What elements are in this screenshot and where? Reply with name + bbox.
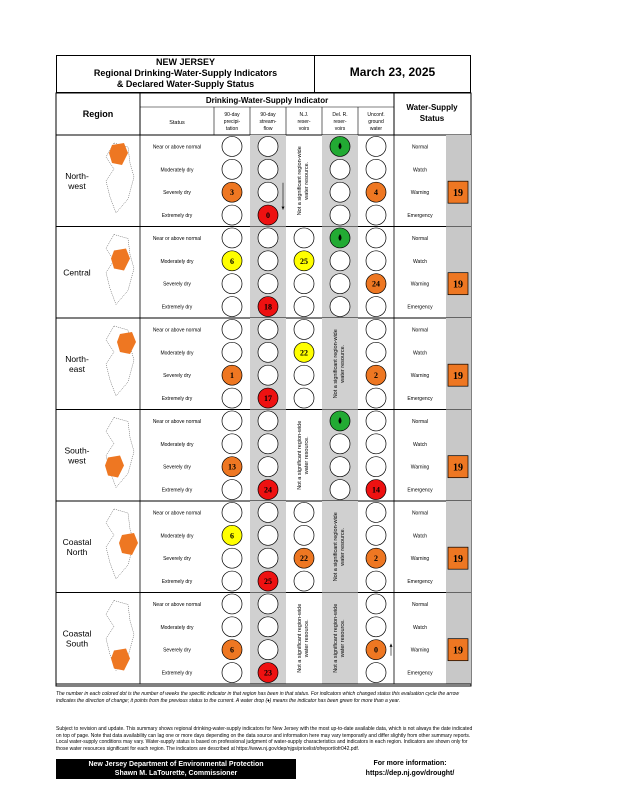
status-level-label: Severely dry: [163, 464, 191, 471]
ws-level-label: Watch: [413, 350, 427, 357]
not-significant-note: Not a significant region-wide: [297, 146, 303, 216]
indicator-dot: [222, 297, 242, 317]
ws-level-label: Watch: [413, 441, 427, 448]
ws-level-label: Warning: [410, 556, 430, 563]
region-name: North-: [65, 353, 89, 364]
ws-status-weeks: 19: [453, 462, 463, 474]
ws-level-label: Warning: [410, 281, 430, 288]
status-level-label: Extremely dry: [161, 579, 193, 586]
weeks-count: 4: [374, 188, 378, 198]
ws-status-weeks: 19: [453, 188, 463, 200]
weeks-count: 24: [264, 485, 272, 495]
indicator-dot: [222, 388, 242, 408]
ws-level-label: Warning: [410, 373, 430, 380]
indicator-dot: [258, 136, 278, 156]
indicator-dot: [294, 274, 314, 294]
footnote-weeks: The number in each colored dot is the number of weeks the specific indicator in that region has been in that status. For indicators which changed status this evaluation cycle the arrow indicates the direction of change; it points from the previous status to the current. A water drop (♦) means the indicator has been green for more than a year.: [56, 691, 459, 704]
status-level-label: Moderately dry: [160, 624, 194, 631]
indicator-dot: [330, 251, 350, 271]
nj_reservoirs-column-header: voirs: [298, 126, 310, 132]
ws-level-label: Watch: [413, 258, 427, 265]
status-level-label: Extremely dry: [161, 670, 193, 677]
arrow-up-icon: [390, 644, 393, 647]
ws-status-column: [446, 135, 471, 227]
status-level-label: Severely dry: [163, 373, 191, 380]
nj_reservoirs-column-header: N.J.: [299, 112, 309, 118]
indicator-dot: [366, 434, 386, 454]
commissioner-name: Shawn M. LaTourette, Commissioner: [114, 770, 238, 777]
indicator-dot: [366, 319, 386, 339]
ws-level-label: Emergency: [407, 396, 433, 403]
status-level-label: Severely dry: [163, 281, 191, 288]
indicator-dot: [366, 663, 386, 683]
more-info-label: For more information:: [373, 760, 447, 767]
ws-level-label: Warning: [410, 190, 430, 197]
ws-status-weeks: 19: [453, 554, 463, 566]
streamflow-column-header: stream-: [259, 119, 277, 125]
status-level-label: Near or above normal: [152, 327, 202, 334]
indicator-dot: [258, 640, 278, 660]
nj-map-outline-icon: [106, 418, 134, 488]
indicator-dot: [366, 571, 386, 591]
ws-level-label: Emergency: [407, 579, 433, 586]
indicator-dot: [258, 319, 278, 339]
indicator-dot: [294, 388, 314, 408]
weeks-count: 13: [228, 462, 236, 472]
indicator-dot: [294, 365, 314, 385]
weeks-count: 0: [374, 645, 378, 655]
groundwater-column-header: water: [369, 126, 383, 132]
status-level-label: Extremely dry: [161, 487, 193, 494]
indicator-dot: [366, 594, 386, 614]
status-level-label: Near or above normal: [152, 418, 202, 425]
ws-status-header: Water-Supply: [406, 103, 458, 112]
weeks-count: 0: [266, 211, 270, 221]
status-level-label: Extremely dry: [161, 396, 193, 403]
not-significant-note: Not a significant region-wide: [297, 603, 303, 673]
status-level-label: Moderately dry: [160, 350, 194, 357]
indicator-dot: [366, 342, 386, 362]
indicator-dot: [294, 228, 314, 248]
indicator-dot: [294, 571, 314, 591]
ws-level-label: Normal: [411, 601, 429, 608]
status-level-label: Severely dry: [163, 556, 191, 563]
status-level-label: Moderately dry: [160, 258, 194, 265]
report-date: March 23, 2025: [349, 65, 436, 79]
precip-column-header: tation: [225, 126, 239, 132]
ws-status-header: Status: [419, 114, 445, 123]
status-level-label: Extremely dry: [161, 304, 193, 311]
indicator-dot: [366, 297, 386, 317]
ws-status-column: [446, 501, 471, 593]
ws-level-label: Emergency: [407, 670, 433, 677]
nj_reservoirs-column-header: reser-: [297, 119, 311, 125]
not-significant-note: Not a significant region-wide: [297, 420, 303, 490]
indicator-dot: [222, 342, 242, 362]
region-name: South: [65, 638, 89, 649]
indicator-dot: [330, 159, 350, 179]
ws-status-weeks: 19: [453, 371, 463, 383]
indicator-dot: [258, 251, 278, 271]
indicator-dot: [258, 617, 278, 637]
status-level-label: Near or above normal: [152, 601, 202, 608]
weeks-count: 6: [230, 645, 234, 655]
indicator-dot: [366, 411, 386, 431]
indicator-dot: [258, 594, 278, 614]
not-significant-note: water resource.: [340, 619, 346, 658]
region-highlight-icon: [117, 332, 136, 354]
streamflow-column-header: flow: [263, 126, 273, 132]
region-column-header: Region: [82, 109, 114, 119]
ws-level-label: Emergency: [407, 487, 433, 494]
status-level-label: Near or above normal: [152, 510, 202, 517]
status-column-header: Status: [169, 120, 185, 126]
indicator-dot: [258, 274, 278, 294]
not-significant-note: water resource.: [304, 436, 310, 475]
indicator-dot: [222, 434, 242, 454]
region-highlight-icon: [111, 249, 130, 271]
weeks-count: 2: [374, 371, 378, 381]
indicator-group-header: Drinking-Water-Supply Indicator: [205, 96, 329, 105]
ws-level-label: Normal: [411, 144, 429, 151]
indicator-dot: [222, 205, 242, 225]
indicator-dot: [366, 525, 386, 545]
indicator-dot: [258, 159, 278, 179]
footnote-disclaimer: Subject to revision and update. This summary shows regional drinking-water-supply indicators for New Jersey with the most up-to-date available data, which is not always the date indicated on top of page. Note that data availability can lag one or more days depending on the data source and information here may vary temporarily and differ slightly from other summary reports. Local water-supply conditions may vary. Water-supply status is based on professional judgment of water-supply characteristics and indicators in each region. Indicators are shown only for those water resources significant for each region. The indicators are described at https://www.nj.gov/dep/njgs/pricelist/ofreport/ofr042.pdf.: [56, 726, 473, 752]
department-banner: [56, 759, 296, 779]
indicator-dot: [258, 502, 278, 522]
indicator-dot: [366, 205, 386, 225]
indicator-dot: [366, 388, 386, 408]
indicator-dot: [258, 228, 278, 248]
region-name: Central: [63, 267, 91, 278]
indicator-dot: [258, 548, 278, 568]
not-significant-note: water resource.: [340, 344, 346, 383]
indicator-dot: [330, 434, 350, 454]
streamflow-column-header: 90-day: [260, 112, 276, 118]
region-name: east: [68, 363, 86, 374]
ws-level-label: Emergency: [407, 304, 433, 311]
ws-status-column: [446, 593, 471, 685]
indicator-dot: [294, 502, 314, 522]
weeks-count: 14: [372, 485, 380, 495]
indicator-dot: [222, 548, 242, 568]
ws-level-label: Warning: [410, 647, 430, 654]
indicator-dot: [222, 274, 242, 294]
indicator-dot: [258, 434, 278, 454]
indicator-dot: [330, 205, 350, 225]
weeks-count: 25: [264, 577, 272, 587]
indicator-dot: [294, 297, 314, 317]
region-name: Coastal: [62, 536, 92, 547]
ws-level-label: Warning: [410, 464, 430, 471]
department-name: New Jersey Department of Environmental Protection: [88, 761, 264, 768]
weeks-count: 25: [300, 256, 308, 266]
not-significant-note: Not a significant region-wide: [333, 512, 339, 582]
weeks-count: 1: [230, 371, 234, 381]
ws-status-column: [446, 410, 471, 502]
indicator-dot: [222, 319, 242, 339]
ws-status-weeks: 19: [453, 279, 463, 291]
status-level-label: Near or above normal: [152, 235, 202, 242]
status-level-label: Severely dry: [163, 647, 191, 654]
indicator-dot: [330, 274, 350, 294]
weeks-count: 24: [372, 279, 380, 289]
region-highlight-icon: [105, 456, 124, 478]
del_reservoirs-column-header: reser-: [333, 119, 347, 125]
region-highlight-icon: [111, 649, 130, 671]
indicator-dot: [258, 457, 278, 477]
indicator-dot: [222, 411, 242, 431]
ws-level-label: Normal: [411, 327, 429, 334]
indicator-dot: [366, 228, 386, 248]
state-name: NEW JERSEY: [155, 57, 215, 67]
region-name: North-: [65, 170, 89, 181]
region-name: North: [66, 546, 88, 557]
ws-level-label: Normal: [411, 510, 429, 517]
indicator-dot: [222, 617, 242, 637]
not-significant-note: water resource.: [304, 619, 310, 658]
region-name: South-: [64, 445, 90, 456]
indicator-dot: [258, 182, 278, 202]
weeks-count: 6: [230, 531, 234, 541]
indicator-dot: [366, 251, 386, 271]
indicator-dot: [366, 136, 386, 156]
weeks-count: 2: [374, 554, 378, 564]
title-line-1: Regional Drinking-Water-Supply Indicators: [93, 68, 278, 78]
indicator-dot: [222, 502, 242, 522]
indicator-dot: [222, 594, 242, 614]
ws-status-weeks: 19: [453, 645, 463, 657]
ws-level-label: Watch: [413, 533, 427, 540]
indicator-dot: [366, 617, 386, 637]
status-level-label: Severely dry: [163, 190, 191, 197]
indicator-dot: [258, 525, 278, 545]
indicator-dot: [258, 411, 278, 431]
weeks-count: 22: [300, 554, 308, 564]
weeks-count: 3: [230, 188, 234, 198]
region-name: west: [68, 455, 86, 466]
weeks-count: 18: [264, 302, 272, 312]
indicator-dot: [258, 365, 278, 385]
ws-level-label: Normal: [411, 235, 429, 242]
weeks-count: 23: [264, 668, 272, 678]
region-highlight-icon: [109, 143, 128, 165]
ws-level-label: Watch: [413, 167, 427, 174]
status-level-label: Moderately dry: [160, 441, 194, 448]
ws-level-label: Watch: [413, 624, 427, 631]
precip-column-header: 90-day: [224, 112, 240, 118]
indicator-dot: [222, 663, 242, 683]
indicator-dot: [366, 159, 386, 179]
groundwater-column-header: ground: [368, 119, 384, 125]
indicator-dot: [294, 319, 314, 339]
not-significant-note: water resource.: [304, 161, 310, 200]
weeks-count: 6: [230, 256, 234, 266]
indicator-dot: [366, 502, 386, 522]
status-level-label: Moderately dry: [160, 167, 194, 174]
region-name: west: [68, 180, 86, 191]
ws-level-label: Normal: [411, 418, 429, 425]
indicator-dot: [222, 480, 242, 500]
status-level-label: Moderately dry: [160, 533, 194, 540]
groundwater-column-header: Unconf.: [367, 112, 385, 118]
indicator-dot: [222, 159, 242, 179]
indicator-dot: [222, 228, 242, 248]
weeks-count: 17: [264, 394, 272, 404]
indicator-dot: [294, 525, 314, 545]
region-name: Coastal: [62, 628, 92, 639]
indicator-dot: [330, 297, 350, 317]
more-info-link[interactable]: https://dep.nj.gov/drought/: [365, 770, 455, 777]
not-significant-note: Not a significant region-wide: [333, 603, 339, 673]
precip-column-header: precipi-: [223, 119, 241, 125]
ws-level-label: Emergency: [407, 213, 433, 220]
not-significant-note: Not a significant region-wide: [333, 329, 339, 399]
del_reservoirs-column-header: voirs: [334, 126, 346, 132]
ws-status-column: [446, 227, 471, 319]
status-level-label: Near or above normal: [152, 144, 202, 151]
status-level-label: Extremely dry: [161, 213, 193, 220]
region-highlight-icon: [119, 533, 138, 555]
weeks-count: 22: [300, 348, 308, 358]
indicator-dot: [258, 342, 278, 362]
ws-status-column: [446, 318, 471, 410]
not-significant-note: water resource.: [340, 527, 346, 566]
del_reservoirs-column-header: Del. R.: [332, 112, 348, 118]
indicator-dot: [222, 136, 242, 156]
indicator-dot: [330, 457, 350, 477]
indicator-dot: [222, 571, 242, 591]
indicator-dot: [330, 182, 350, 202]
indicator-dot: [366, 457, 386, 477]
indicator-dot: [330, 480, 350, 500]
title-line-2: & Declared Water-Supply Status: [116, 79, 255, 89]
